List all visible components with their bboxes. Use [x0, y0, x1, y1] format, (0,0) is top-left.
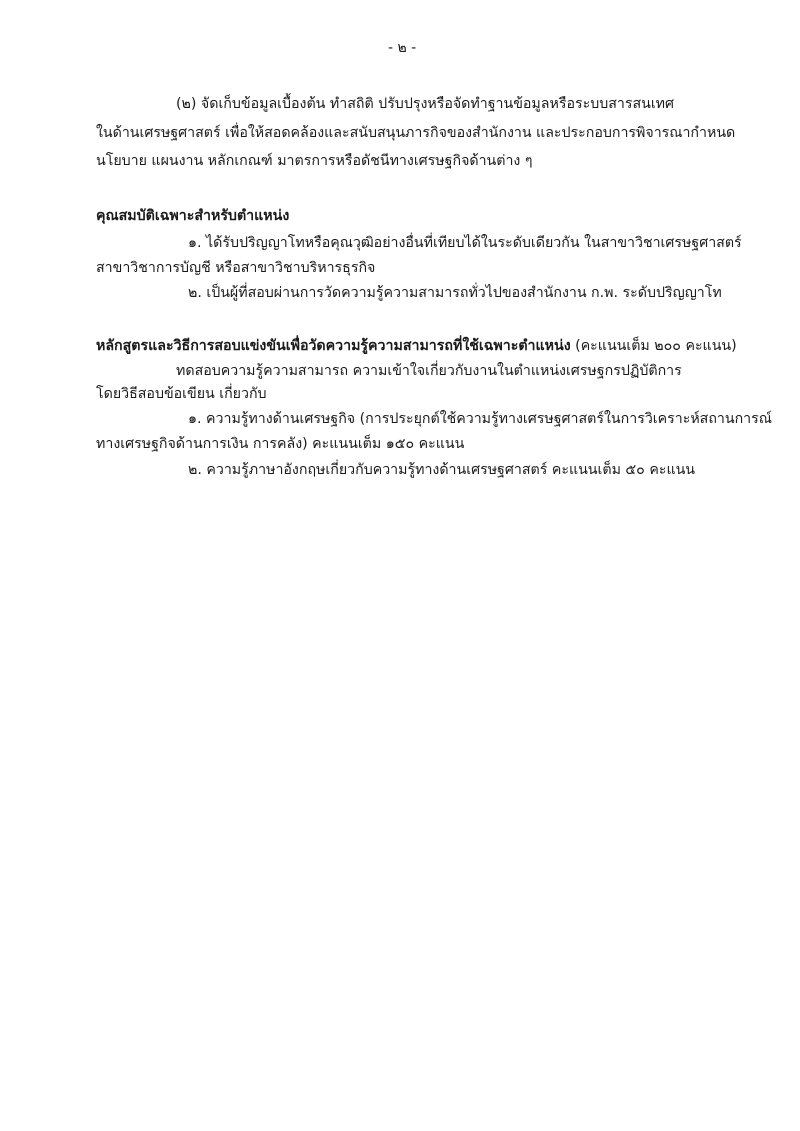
qualification-item-2: ๒. เป็นผู้ที่สอบผ่านการวัดความรู้ความสามารถทั่วไปของสำนักงาน ก.พ. ระดับปริญญาโท — [188, 285, 722, 301]
exam-heading: หลักสูตรและวิธีการสอบแข่งขันเพื่อวัดความรู้ความสามารถที่ใช้เฉพาะตำแหน่ง — [96, 338, 571, 354]
qualification-item-1-line-1: ๑. ได้รับปริญญาโทหรือคุณวุฒิอย่างอื่นที่เทียบได้ในระดับเดียวกัน ในสาขาวิชาเศรษฐศาสตร์ — [188, 235, 742, 251]
exam-item-1-line-1: ๑. ความรู้ทางด้านเศรษฐกิจ (การประยุกต์ใช้ความรู้ทางเศรษฐศาสตร์ในการวิเคราะห์สถานการณ์ — [188, 411, 772, 427]
duty-item-line-3: นโยบาย แผนงาน หลักเกณฑ์ มาตรการหรือดัชนีทางเศรษฐกิจด้านต่าง ๆ — [96, 153, 533, 169]
exam-heading-row — [96, 336, 737, 356]
qualifications-heading: คุณสมบัติเฉพาะสำหรับตำแหน่ง — [96, 208, 290, 224]
exam-intro-line-1: ทดสอบความรู้ความสามารถ ความเข้าใจเกี่ยวกับงานในตำแหน่งเศรษฐกรปฏิบัติการ — [176, 363, 682, 379]
exam-intro-line-2: โดยวิธีสอบข้อเขียน เกี่ยวกับ — [96, 386, 267, 402]
exam-heading-score: (คะแนนเต็ม ๒๐๐ คะแนน) — [575, 338, 737, 354]
duty-item-line-2: ในด้านเศรษฐศาสตร์ เพื่อให้สอดคล้องและสนับสนุนภารกิจของสำนักงาน และประกอบการพิจารณากำหนด — [96, 125, 736, 141]
duty-item-line-1: (๒) จัดเก็บข้อมูลเบื้องต้น ทำสถิติ ปรับปรุงหรือจัดทำฐานข้อมูลหรือระบบสารสนเทศ — [176, 96, 675, 112]
qualification-item-1-line-2: สาขาวิชาการบัญชี หรือสาขาวิชาบริหารธุรกิจ — [96, 260, 376, 276]
exam-item-1-line-2: ทางเศรษฐกิจด้านการเงิน การคลัง) คะแนนเต็ม ๑๕๐ คะแนน — [96, 436, 465, 452]
exam-item-2: ๒. ความรู้ภาษาอังกฤษเกี่ยวกับความรู้ทางด้านเศรษฐศาสตร์ คะแนนเต็ม ๕๐ คะแนน — [188, 462, 695, 478]
page-number: - ๒ - — [388, 40, 417, 56]
